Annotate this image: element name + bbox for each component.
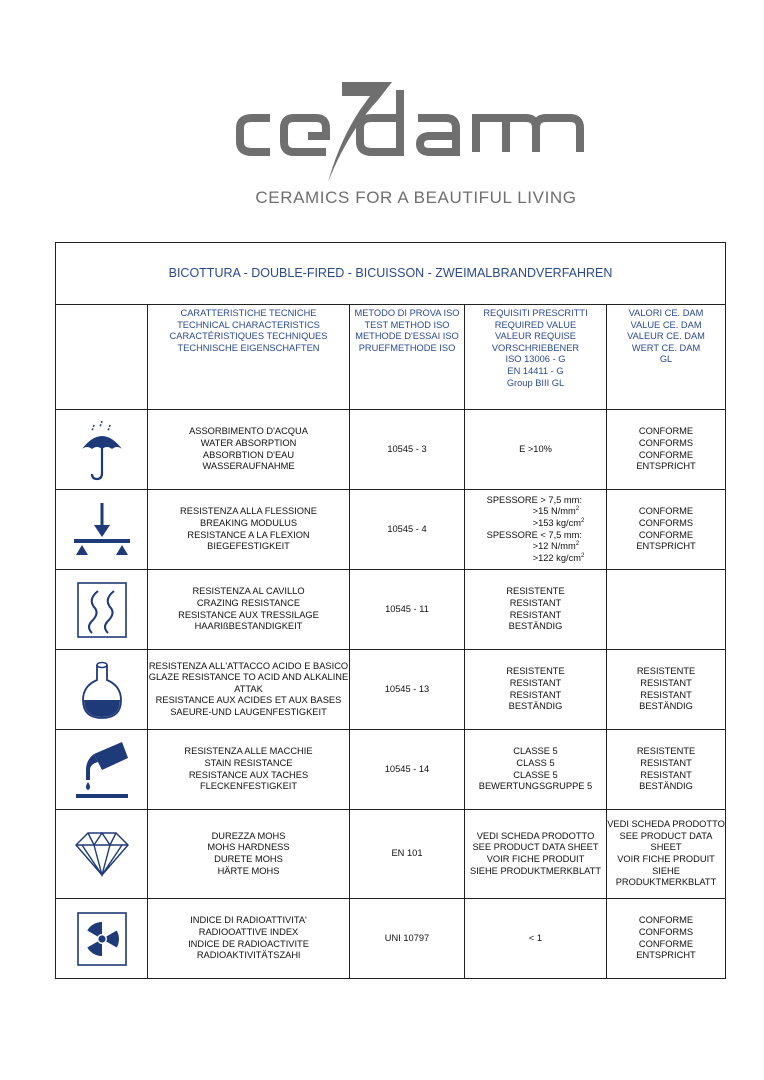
breaking-load-icon — [72, 501, 132, 559]
required-line: >15 $N/mm^2$ — [532, 506, 580, 517]
row-value: RESISTENTE RESISTANT RESISTANT BESTÄNDIG — [636, 666, 696, 712]
row-value: CONFORME CONFORMS CONFORME ENTSPRICHT — [636, 915, 696, 961]
row-value: CONFORME CONFORMS CONFORME ENTSPRICHT — [636, 426, 696, 472]
row-method: UNI 10797 — [384, 932, 430, 943]
row-characteristic: RESISTENZA ALL'ATTACCO ACIDO E BASICO GLAZE RESISTANCE TO ACID AND ALKALINE ATTAK RESISTANCE AUX ACIDES ET AUX BASES SAEURE-UND LAUGENFESTIGKEIT — [148, 660, 349, 717]
table-row — [56, 570, 726, 650]
brand-logo — [230, 70, 600, 220]
row-method: 10545 - 11 — [385, 603, 429, 614]
table-row — [56, 410, 726, 490]
row-characteristic: RESISTENZA AL CAVILLO CRAZING RESISTANCE RESISTANCE AUX TRESSILAGE HAARIßBESTANDIGKEIT — [178, 586, 319, 632]
table-row — [56, 810, 726, 899]
row-required: RESISTENTE RESISTANT RESISTANT BESTÄNDIG — [506, 666, 565, 712]
header-required-value: REQUISITI PRESCRITTI REQUIRED VALUE VALEUR REQUISE VORSCHRIEBENER ISO 13006 - G EN 14411 - G Group BIII GL — [483, 308, 588, 388]
required-line: SPESSORE > 7,5 mm: — [486, 494, 582, 505]
flask-icon — [80, 660, 124, 720]
row-required: E >10% — [519, 443, 552, 454]
required-line: >122 $kg/cm^2$ — [532, 552, 585, 563]
header-cedam-value: VALORI CE. DAM VALUE CE. DAM VALEUR CE. DAM WERT CE. DAM GL — [627, 308, 705, 365]
table-row — [56, 650, 726, 730]
required-line: SPESSORE < 7,5 mm: — [486, 529, 582, 540]
required-line: >12 $N/mm^2$ — [532, 541, 580, 552]
row-characteristic: INDICE DI RADIOATTIVITA' RADIOOATTIVE INDEX INDICE DE RADIOACTIVITE RADIOAKTIVITÄTSZAHl — [188, 915, 309, 961]
row-characteristic: DUREZZA MOHS MOHS HARDNESS DURETE MOHS HÄRTE MOHS — [207, 830, 290, 876]
table-header-row — [56, 305, 726, 410]
brand-tagline: CERAMICS FOR A BEAUTIFUL LIVING — [255, 188, 577, 207]
row-characteristic: RESISTENZA ALLA FLESSIONE BREAKING MODULUS RESISTANCE A LA FLEXION BIEGEFESTIGKEIT — [180, 506, 317, 552]
row-required: RESISTENTE RESISTANT RESISTANT BESTÄNDIG — [506, 586, 565, 632]
row-method: 10545 - 13 — [384, 683, 430, 694]
row-characteristic: ASSORBIMENTO D'ACQUA WATER ABSORPTION ABSORBTION D'EAU WASSERAUFNAHME — [189, 426, 308, 472]
row-method: EN 101 — [391, 848, 423, 859]
required-line: >153 $kg/cm^2$ — [532, 517, 585, 528]
row-value: RESISTENTE RESISTANT RESISTANT BESTÄNDIG — [636, 746, 696, 792]
table-row — [56, 899, 726, 979]
table-title: BICOTTURA - DOUBLE-FIRED - BICUISSON - ZWEIMALBRANDVERFAHREN — [56, 243, 726, 305]
row-method: 10545 - 4 — [387, 523, 427, 534]
header-test-method: METODO DI PROVA ISO TEST METHOD ISO METHODE D'ESSAI ISO PRUEFMETHODE ISO — [354, 308, 460, 353]
umbrella-rain-icon — [80, 419, 124, 481]
row-characteristic: RESISTENZA ALLE MACCHIE STAIN RESISTANCE RESISTANCE AUX TACHES FLECKENFESTIGKEIT — [184, 746, 313, 792]
technical-spec-table — [55, 242, 726, 979]
row-method: 10545 - 14 — [384, 763, 430, 774]
header-characteristics: CARATTERISTICHE TECNICHE TECHNICAL CHARACTERISTICS CARACTÉRISTIQUES TECHNIQUES TECHNISCHE EIGENSCHAFTEN — [169, 308, 328, 353]
row-required: CLASSE 5 CLASS 5 CLASSE 5 BEWERTUNGSGRUPPE 5 — [478, 746, 593, 792]
required-thickness-list — [487, 495, 585, 565]
row-value: CONFORME CONFORMS CONFORME ENTSPRICHT — [636, 506, 696, 552]
crazing-icon — [76, 581, 128, 639]
row-required: VEDI SCHEDA PRODOTTO SEE PRODUCT DATA SHEET VOIR FICHE PRODUIT SIEHE PRODUKTMERKBLATT — [469, 830, 602, 876]
stain-pour-icon — [74, 740, 130, 800]
table-row — [56, 490, 726, 570]
row-value: VEDI SCHEDA PRODOTTO SEE PRODUCT DATA SHEET VOIR FICHE PRODUIT SIEHE PRODUKTMERKBLATT — [607, 819, 725, 888]
logo-wordmark — [230, 70, 600, 190]
icon-header-cell — [56, 305, 148, 410]
diamond-icon — [74, 831, 130, 877]
radioactive-icon — [76, 911, 128, 967]
row-required: < 1 — [528, 932, 543, 943]
row-method: 10545 - 3 — [387, 443, 427, 454]
table-row — [56, 730, 726, 810]
